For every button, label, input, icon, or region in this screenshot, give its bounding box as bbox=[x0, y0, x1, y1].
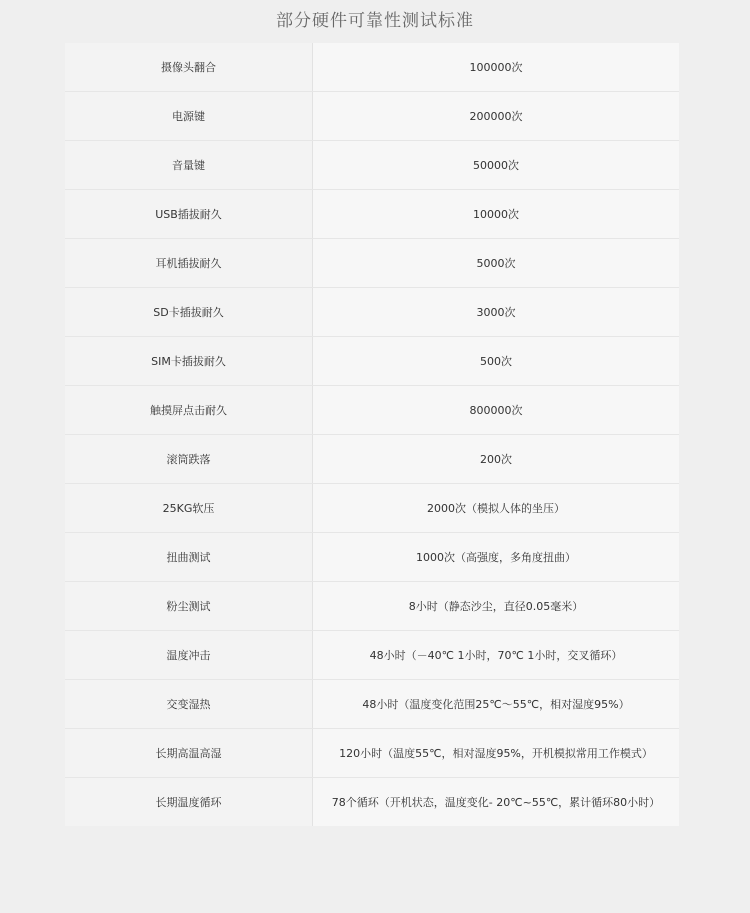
test-item-cell: 交变湿热 bbox=[65, 680, 313, 729]
test-value-cell: 10000次 bbox=[313, 190, 680, 239]
test-item-cell: 电源键 bbox=[65, 92, 313, 141]
table-row bbox=[65, 729, 679, 778]
test-value-cell: 1000次（高强度，多角度扭曲） bbox=[313, 533, 680, 582]
test-value-cell: 50000次 bbox=[313, 141, 680, 190]
table-row bbox=[65, 239, 679, 288]
test-value-cell: 200次 bbox=[313, 435, 680, 484]
test-item-cell: 摄像头翻合 bbox=[65, 43, 313, 92]
table-row bbox=[65, 435, 679, 484]
test-item-cell: 粉尘测试 bbox=[65, 582, 313, 631]
test-value-cell: 48小时（－40℃ 1小时，70℃ 1小时，交叉循环） bbox=[313, 631, 680, 680]
test-item-cell: 温度冲击 bbox=[65, 631, 313, 680]
table-row bbox=[65, 43, 679, 92]
table-row bbox=[65, 288, 679, 337]
test-value-cell: 500次 bbox=[313, 337, 680, 386]
table-row bbox=[65, 141, 679, 190]
test-item-cell: 长期温度循环 bbox=[65, 778, 313, 827]
table-row bbox=[65, 631, 679, 680]
page-title: 部分硬件可靠性测试标准 bbox=[276, 11, 474, 31]
test-item-cell: USB插拔耐久 bbox=[65, 190, 313, 239]
test-value-cell: 5000次 bbox=[313, 239, 680, 288]
test-item-cell: SD卡插拔耐久 bbox=[65, 288, 313, 337]
table-row bbox=[65, 337, 679, 386]
test-item-cell: 扭曲测试 bbox=[65, 533, 313, 582]
test-item-cell: 音量键 bbox=[65, 141, 313, 190]
table-row bbox=[65, 190, 679, 239]
test-value-cell: 78个循环（开机状态，温度变化- 20℃~55℃，累计循环80小时） bbox=[313, 778, 680, 827]
table-row bbox=[65, 92, 679, 141]
test-item-cell: SIM卡插拔耐久 bbox=[65, 337, 313, 386]
test-value-cell: 100000次 bbox=[313, 43, 680, 92]
table-row bbox=[65, 778, 679, 827]
test-value-cell: 200000次 bbox=[313, 92, 680, 141]
test-item-cell: 25KG软压 bbox=[65, 484, 313, 533]
test-item-cell: 耳机插拔耐久 bbox=[65, 239, 313, 288]
test-item-cell: 触摸屏点击耐久 bbox=[65, 386, 313, 435]
test-value-cell: 8小时（静态沙尘，直径0.05毫米） bbox=[313, 582, 680, 631]
test-item-cell: 长期高温高湿 bbox=[65, 729, 313, 778]
table-row bbox=[65, 386, 679, 435]
table-row bbox=[65, 680, 679, 729]
test-value-cell: 800000次 bbox=[313, 386, 680, 435]
reliability-test-table bbox=[65, 43, 679, 826]
test-value-cell: 48小时（温度变化范围25℃～55℃，相对湿度95%） bbox=[313, 680, 680, 729]
test-value-cell: 2000次（模拟人体的坐压） bbox=[313, 484, 680, 533]
table-body bbox=[65, 43, 679, 826]
test-item-cell: 滚筒跌落 bbox=[65, 435, 313, 484]
table-row bbox=[65, 533, 679, 582]
table-row bbox=[65, 582, 679, 631]
test-value-cell: 3000次 bbox=[313, 288, 680, 337]
table-row bbox=[65, 484, 679, 533]
test-value-cell: 120小时（温度55℃，相对湿度95%，开机模拟常用工作模式） bbox=[313, 729, 680, 778]
